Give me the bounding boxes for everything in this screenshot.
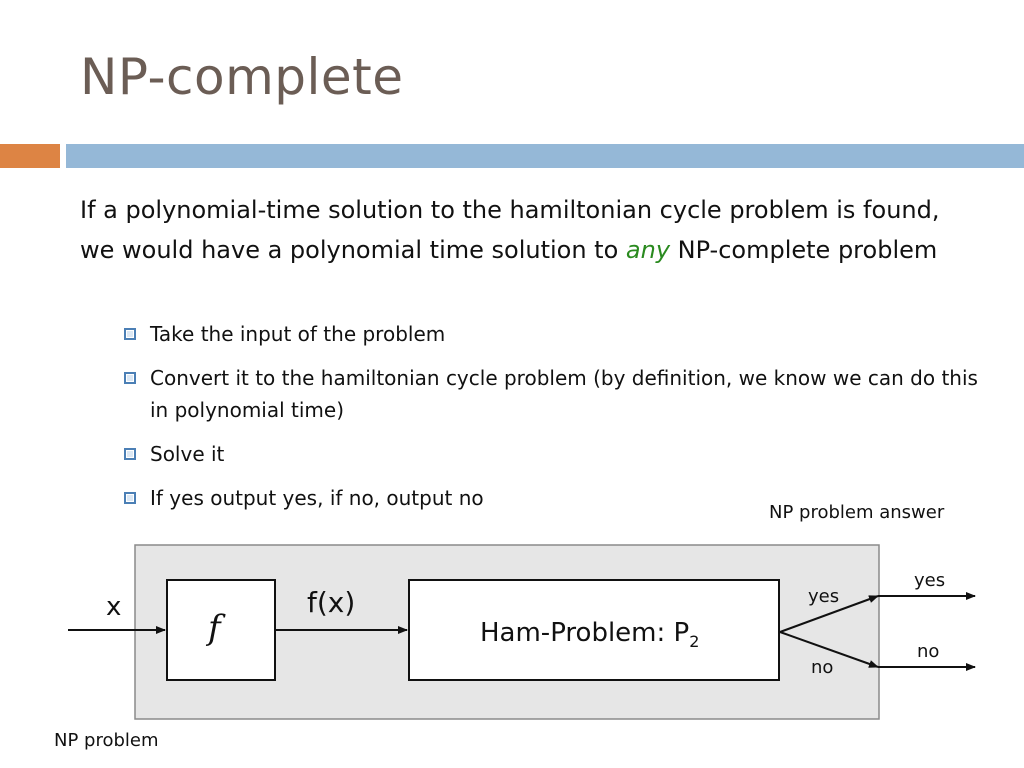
no-inner-label: no [811,657,834,678]
ham-problem-text: Ham-Problem: P [480,618,690,648]
function-label: f [208,608,221,648]
bullet-text: Convert it to the hamiltonian cycle problem (by definition, we know we can do this in polynomial time) [150,366,978,422]
main-text-before: If a polynomial-time solution to the hamiltonian cycle problem is found, we would have a polynomial time solution to [80,196,940,264]
main-text-after: NP-complete problem [670,236,938,264]
main-text-any: any [625,236,671,264]
function-box [167,580,275,680]
input-x-label: x [106,592,122,622]
np-problem-answer-label: NP problem answer [769,502,945,523]
slide-title: NP-complete [80,48,404,106]
ham-problem-label [480,618,699,651]
bullet-text: Take the input of the problem [150,322,446,346]
ham-problem-subscript: 2 [689,632,700,652]
bullet-text: If yes output yes, if no, output no [150,486,484,510]
yes-output-label: yes [914,570,946,591]
function-output-label: f(x) [307,586,356,619]
np-problem-label: NP problem [54,730,159,751]
no-output-label: no [917,641,940,662]
yes-inner-label: yes [808,586,840,607]
bullet-text: Solve it [150,442,225,466]
